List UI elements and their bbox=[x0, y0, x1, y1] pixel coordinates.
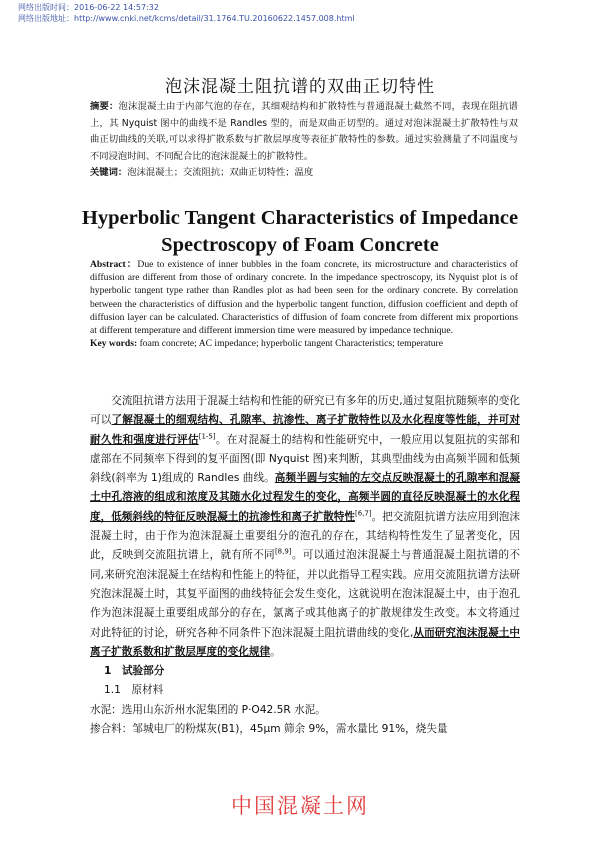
citation-1[interactable]: [1-5] bbox=[198, 432, 216, 441]
english-keywords-label: Key words: bbox=[90, 338, 138, 350]
material-cement: 水泥：选用山东沂州水泥集团的 P·O42.5R 水泥。 bbox=[90, 703, 326, 716]
intro-emphasis-1: 了解混凝土的细观结构、孔隙率、抗渗性、离子扩散特性以及水化程度等性能，并可对耐久性和强度进行评估 bbox=[90, 414, 521, 446]
online-address-link[interactable]: http://www.cnki.net/kcms/detail/31.1764.TU.20160622.1457.008.html bbox=[74, 14, 355, 23]
intro-text-4: 。可以通过泡沫混凝土与普通混凝土阻抗谱的不同,来研究泡沫混凝土在结构和性能上的特征，并以此指导工程实践。应用交流阻抗谱方法研究泡沫混凝土时，其复平面图的曲线特征会发生变化，这就说明在泡沫混凝土中，由于泡孔作为泡沫混凝土重要组成部分的存在，氯离子或其他离子的扩散规律发生改变。本文将通过对此特征的讨论，研究各种不同条件下泡沫混凝土阻抗谱曲线的变化, bbox=[90, 549, 520, 639]
online-address-label: 网络出版地址： bbox=[18, 14, 74, 23]
chinese-keywords-label: 关键词： bbox=[90, 167, 128, 178]
material-flyash: 掺合料：邹城电厂的粉煤灰(B1)，45μm 筛余 9%，需水量比 91%，烧失量 bbox=[90, 723, 448, 736]
online-time: 2016-06-22 14:57:32 bbox=[74, 3, 159, 12]
site-logo-watermark: 中国混凝土网 bbox=[231, 794, 369, 818]
english-title bbox=[0, 205, 600, 259]
english-title-line2: Spectroscopy of Foam Concrete bbox=[161, 234, 439, 256]
chinese-title: 泡沫混凝土阻抗谱的双曲正切特性 bbox=[165, 77, 435, 97]
english-abstract: Due to existence of inner bubbles in the foam concrete, its microstructure and characteristics of diffusion are different from those of ordinary concrete. In the impedance spectroscopy, its Nyquist plot is of hyperbolic tangent type rather than Randles plot as had been seen for the ordinary concrete. By correlation between the characteristics of diffusion and the hyperbolic tangent function, diffusion coefficient and depth of diffusion layer can be calculated. Characteristics of diffusion of foam concrete from different mix proportions at different temperature and different immersion time were measured by impedance technique. bbox=[90, 259, 518, 337]
online-time-label: 网络出版时间： bbox=[18, 3, 74, 12]
intro-text-3: 。把交流阻抗谱方法应用到泡沫混凝土时，由于作为泡沫混凝土重要组分的泡孔的存在，其结构特性发生了显著变化，因此，反映到交流阻抗谱上，就有所不同 bbox=[90, 510, 521, 562]
chinese-abstract-block bbox=[90, 99, 518, 182]
intro-paragraph bbox=[90, 392, 520, 662]
chinese-abstract: 泡沫混凝土由于内部气泡的存在，其细观结构和扩散特性与普通混凝土截然不同，表现在阻抗谱上，其 Nyquist 图中的曲线不是 Randles 型的，而是双曲正切型的。通过对泡沫混凝土扩散特性与双曲正切曲线的关联,可以求得扩散系数与扩散层厚度等表征扩散特性的参数。通过实验测量了不同温度与不同浸泡时间、不同配合比的泡沫混凝土的扩散特性。 bbox=[90, 101, 518, 162]
subsection-heading-materials: 1.1 原材料 bbox=[104, 684, 164, 697]
body-text bbox=[90, 392, 520, 739]
section-heading-experiment: 1 试验部分 bbox=[104, 665, 165, 678]
online-publication-header bbox=[18, 2, 355, 24]
english-abstract-block bbox=[90, 258, 518, 350]
intro-emphasis-2: 高频半圆与实轴的左交点反映混凝土的孔隙率和混凝土中孔溶液的组成和浓度及其随水化过程发生的变化，高频半圆的直径反映混凝土的水化程度，低频斜线的特征反映混凝土的抗渗性和离子扩散特性 bbox=[90, 472, 520, 523]
english-title-line1: Hyperbolic Tangent Characteristics of Impedance bbox=[81, 207, 519, 229]
chinese-keywords: 泡沫混凝土；交流阻抗；双曲正切特性；温度 bbox=[127, 167, 314, 178]
intro-text-5: 。 bbox=[270, 645, 281, 658]
english-keywords: foam concrete; AC impedance; hyperbolic tangent Characteristics; temperature bbox=[139, 338, 443, 350]
intro-emphasis-3: 从而研究泡沫混凝土中离子扩散系数和扩散层厚度的变化规律 bbox=[90, 626, 520, 658]
intro-text-1: 交流阻抗谱方法用于混凝土结构和性能的研究已有多年的历史,通过复阻抗随频率的变化可以 bbox=[90, 395, 520, 427]
citation-3[interactable]: [8,9] bbox=[274, 547, 292, 556]
citation-2[interactable]: [6,7] bbox=[355, 509, 372, 518]
chinese-abstract-label: 摘要： bbox=[90, 101, 119, 112]
english-abstract-label: Abstract： bbox=[90, 259, 138, 270]
intro-text-2: 。在对混凝土的结构和性能研究中，一般应用以复阻抗的实部和虚部在不同频率下得到的复平面图(即 Nyquist 图)来判断，其典型曲线为由高频半圆和低频斜线(斜率为 1)组成的 Randles 曲线。 bbox=[90, 433, 521, 485]
